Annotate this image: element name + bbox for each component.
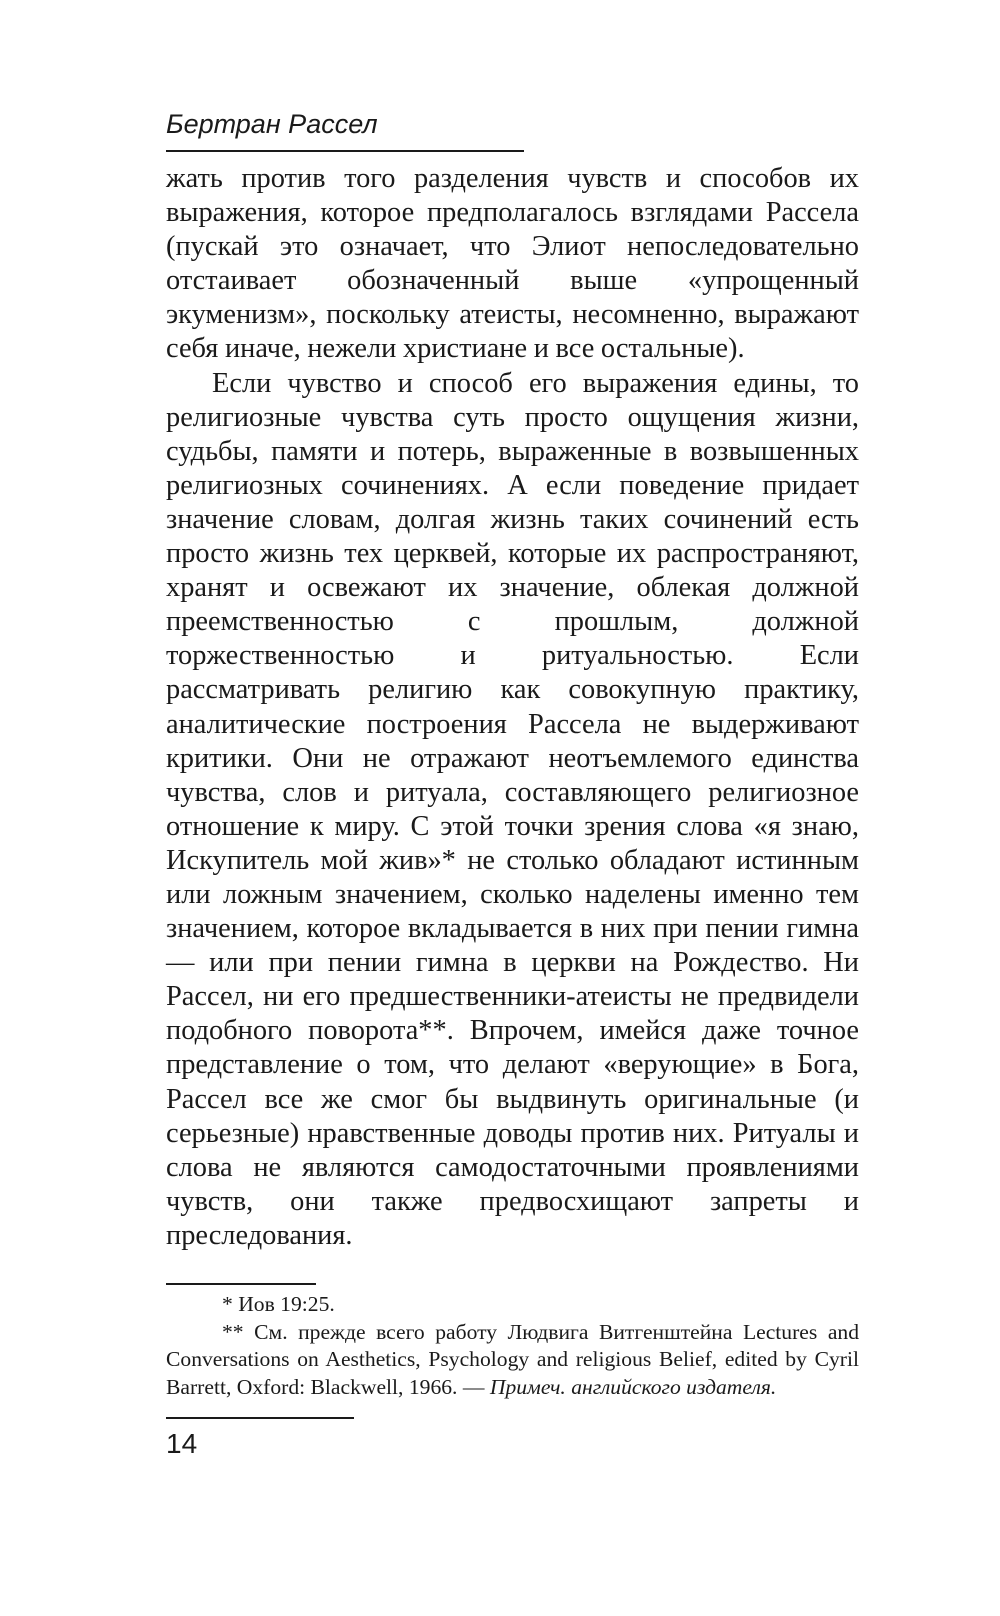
running-head: Бертран Рассел — [166, 106, 524, 152]
footnote-2 — [166, 1319, 859, 1402]
page-bottom-rule — [166, 1417, 354, 1419]
footnotes — [166, 1291, 859, 1401]
body-text — [166, 162, 859, 1253]
footnote-2-text: ** См. прежде всего работу Людвига Витгенштейна Lectures and Conversations on Aesthetics, Psychology and religious Belief, edited by Cyril Barrett, Oxford: Blackwell, 1966. — — [166, 1319, 859, 1399]
footnote-divider — [166, 1283, 316, 1285]
paragraph-1: жать против того разделения чувств и способов их выражения, которое предполагалось взглядами Рассела (пускай это означает, что Элиот непоследовательно отстаивает обозначенный выше «упрощенный экуменизм», поскольку атеисты, несомненно, выражают себя иначе, нежели христиане и все остальные). — [166, 163, 859, 365]
book-page — [166, 106, 859, 1461]
page-number: 14 — [166, 1428, 198, 1460]
footnote-1: * Иов 19:25. — [222, 1292, 335, 1316]
footnote-2-editor-note: Примеч. английского издателя. — [489, 1374, 777, 1399]
paragraph-2: Если чувство и способ его выражения едины, то религиозные чувства суть просто ощущения жизни, судьбы, памяти и потерь, выраженные в возвышенных религиозных сочинениях. А если поведение придает значение словам, долгая жизнь таких сочинений есть просто жизнь тех церквей, которые их распространяют, хранят и освежают их значение, облекая должной преемственностью с прошлым, должной торжественностью и ритуальностью. Если рассматривать религию как совокупную практику, аналитические построения Рассела не выдерживают критики. Они не отражают неотъемлемого единства чувства, слов и ритуала, составляющего религиозное отношение к миру. С этой точки зрения слова «я знаю, Искупитель мой жив»* не столько обладают истинным или ложным значением, сколько наделены именно тем значением, которое вкладывается в них при пении гимна — или при пении гимна в церкви на Рождество. Ни Рассел, ни его предшественники-атеисты не предвидели подобного поворота**. Впрочем, имейся даже точное представление о том, что делают «верующие» в Бога, Рассел все же смог бы выдвинуть оригинальные (и серьезные) нравственные доводы против них. Ритуалы и слова не являются самодостаточными проявлениями чувств, они также предвосхищают запреты и преследования. — [166, 367, 859, 1251]
